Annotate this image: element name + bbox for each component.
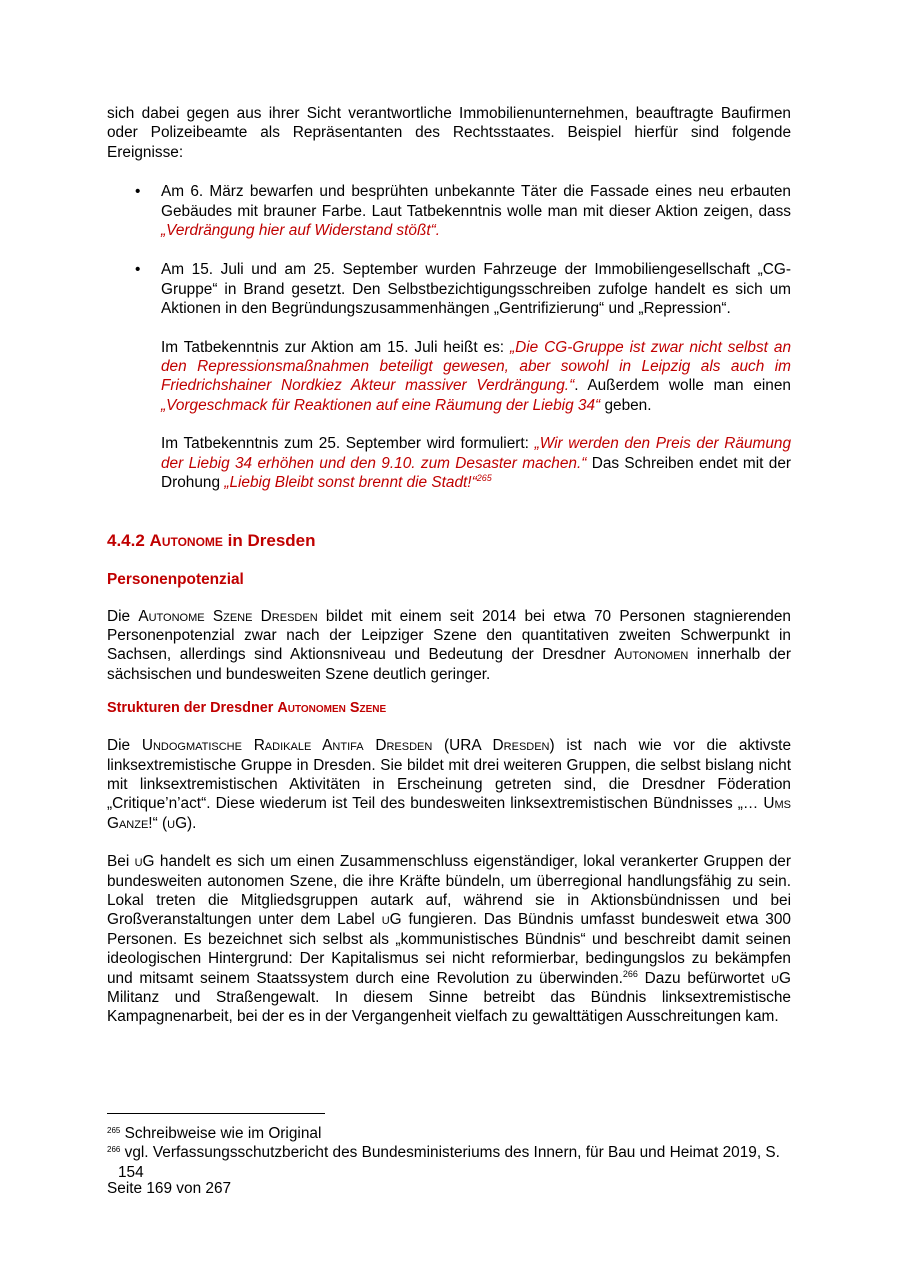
list-item-subparagraph: Im Tatbekenntnis zum 25. September wird formuliert: „Wir werden den Preis der Räumung der Liebig 34 erhöhen und den 9.10. zum Desaster machen.“ Das Schreiben endet mit der Drohung „Liebig Bleibt sonst brennt die Stadt!“$^{265}$ <box>161 435 792 492</box>
strukturen-paragraph-1: Die Undogmatische Radikale Antifa Dresden (URA Dresden) ist nach wie vor die aktivste linksextremistische Gruppe in Dresden. Sie bildet mit drei weiteren Gruppen, die selbst bislang nicht mit linksextremistischen Aktivitäten in Erscheinung getreten sind, die Dresdner Föderation „Critique’n’act“. Diese wiederum ist Teil des bundesweiten linksextremistischen Bündnisses „… Ums Ganze!“ (uG). <box>107 737 791 832</box>
list-item-text: Am 15. Juli und am 25. September wurden Fahrzeuge der Immobiliengesellschaft „CG-Gruppe“ in Brand gesetzt. Den Selbstbezichtigungsschreiben zufolge handelt es sich um Aktionen in den Begründungszusammenhängen „Gentrifizierung“ und „Repression“. <box>161 261 791 318</box>
quote-text: „Liebig Bleibt sonst brennt die Stadt!“ <box>224 474 477 492</box>
footnote-265: $^{265}$ Schreibweise wie im Original <box>107 1125 322 1142</box>
quote-text: „Vorgeschmack für Reaktionen auf eine Räumung der Liebig 34“ <box>161 396 601 414</box>
bullet-marker: • <box>135 261 141 279</box>
list-item <box>107 260 791 492</box>
footnote-separator <box>107 1113 325 1114</box>
footnote-266: $^{266}$ vgl. Verfassungsschutzbericht des Bundesministeriums des Innern, für Bau und Heimat 2019, S. <box>107 1144 780 1162</box>
events-list <box>107 182 791 492</box>
intro-paragraph: sich dabei gegen aus ihrer Sicht verantwortliche Immobilienunternehmen, beauftragte Baufirmen oder Polizeibeamte als Repräsentanten des Rechtsstaates. Beispiel hierfür sind folgende Ereignisse: <box>107 105 791 161</box>
quote-text: „Die CG-Gruppe ist zwar nicht selbst an den Repressionsmaßnahmen beteiligt gewesen, aber sowohl in Leipzig als auch im Friedrichshainer Nordkiez Akteur massiver Verdrängung.“ <box>161 338 792 395</box>
list-item <box>107 182 791 240</box>
footnote-ref[interactable]: 266 <box>622 968 638 979</box>
section-heading: 4.4.2 Autonome in Dresden <box>107 530 316 550</box>
footnote-ref[interactable]: 265 <box>476 473 492 484</box>
subheading-personenpotenzial: Personenpotenzial <box>107 570 244 588</box>
footnotes <box>107 1124 787 1182</box>
quote-text: „Verdrängung hier auf Widerstand stößt“ <box>161 222 436 240</box>
list-item-text: Am 6. März bewarfen und besprühten unbekannte Täter die Fassade eines neu erbauten Gebäudes mit brauner Farbe. Laut Tatbekenntnis wolle man mit dieser Aktion zeigen, dass „Verdrängung hier auf Widerstand stößt“. <box>161 183 791 240</box>
document-body <box>107 104 791 1027</box>
quote-text: „Wir werden den Preis der Räumung der Liebig 34 erhöhen und den 9.10. zum Desaster machen.“ <box>161 435 791 472</box>
strukturen-paragraph-2: Bei uG handelt es sich um einen Zusammenschluss eigenständiger, lokal verankerter Gruppen der bundesweiten autonomen Szene, die ihre Kräfte bündeln, um überregional handlungsfähig zu sein. Lokal treten die Mitgliedsgruppen autark auf, während sie in Aktionsbündnissen und bei Großveranstaltungen unter dem Label uG fungieren. Das Bündnis umfasst bundesweit etwa 300 Personen. Es bezeichnet sich selbst als „kommunistisches Bündnis“ und beschreibt damit seinen ideologischen Hintergrund: Der Kapitalismus sei nicht reformierbar, bedingungslos zu bekämpfen und mitsamt seinem Staatssystem durch eine Revolution zu überwinden.$^{266}$ Dazu befürwortet uG Militanz und Straßengewalt. In diesem Sinne betreibt das Bündnis linksextremistische Kampagnenarbeit, bei der es in der Vergangenheit vielfach zu gewalttätigen Ausschreitungen kam. <box>107 853 792 1026</box>
potenzial-paragraph: Die Autonome Szene Dresden bildet mit einem seit 2014 bei etwa 70 Personen stagnierenden Personenpotenzial zwar nach der Leipziger Szene den quantitativen zweiten Schwerpunkt in Sachsen, allerdings sind Aktionsniveau und Bedeutung der Dresdner Autonomen innerhalb der sächsischen und bundesweiten Szene deutlich geringer. <box>107 607 791 683</box>
subheading-strukturen: Strukturen der Dresdner Autonomen Szene <box>107 700 387 717</box>
footnote-266-continuation: 154 <box>118 1163 144 1181</box>
page-number: Seite 169 von 267 <box>107 1180 232 1197</box>
bullet-marker: • <box>135 183 141 201</box>
list-item-subparagraph: Im Tatbekenntnis zur Aktion am 15. Juli heißt es: „Die CG-Gruppe ist zwar nicht selbst an den Repressionsmaßnahmen beteiligt gewesen, aber sowohl in Leipzig als auch im Friedrichshainer Nordkiez Akteur massiver Verdrängung.“. Außerdem wolle man einen „Vorgeschmack für Reaktionen auf eine Räumung der Liebig 34“ geben. <box>161 338 792 414</box>
